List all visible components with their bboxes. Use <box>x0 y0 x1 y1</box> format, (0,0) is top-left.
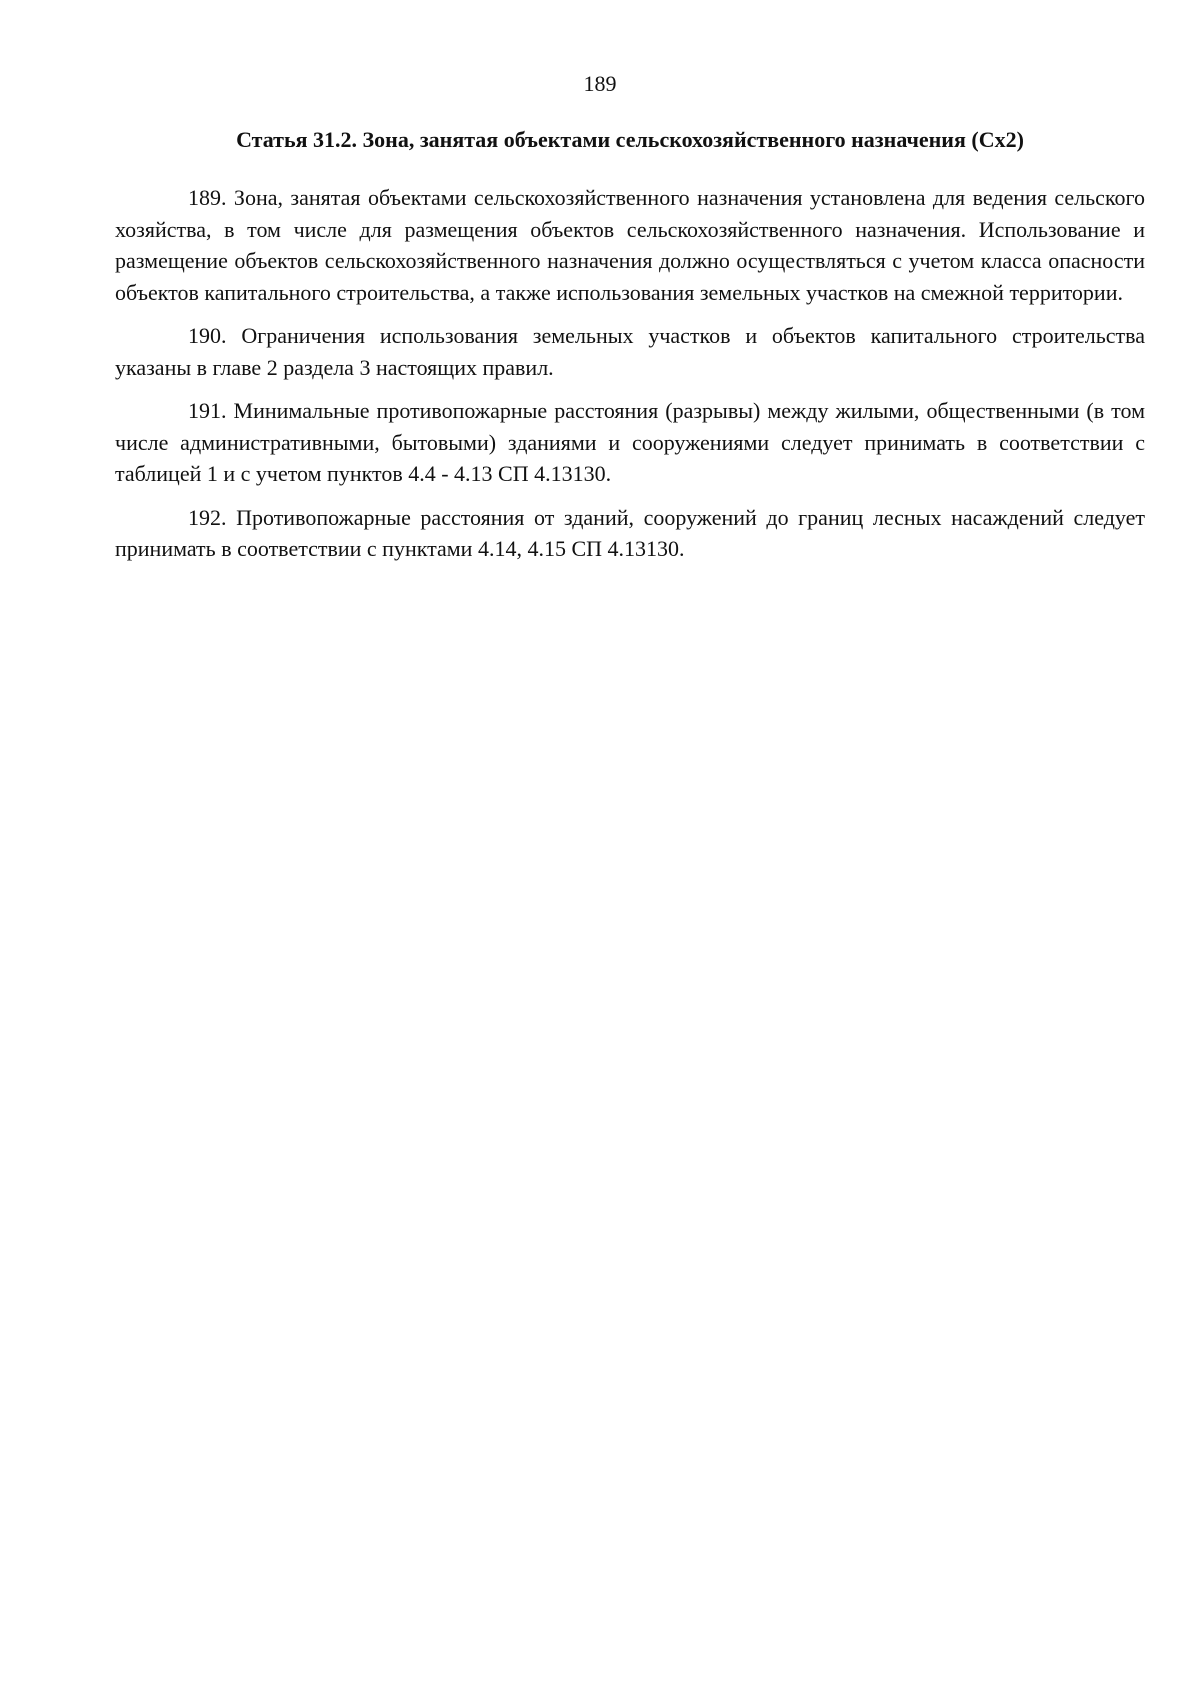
paragraph-191: 191. Минимальные противопожарные расстояния (разрывы) между жилыми, общественными (в том числе административными, бытовыми) зданиями и сооружениями следует принимать в соответствии с таблицей 1 и с учетом пунктов 4.4 - 4.13 СП 4.13130. <box>115 398 1145 486</box>
article-title: Статья 31.2. Зона, занятая объектами сельскохозяйственного назначения (Сх2) <box>236 127 1024 152</box>
paragraph-192: 192. Противопожарные расстояния от зданий, сооружений до границ лесных насаждений следует принимать в соответствии с пунктами 4.14, 4.15 СП 4.13130. <box>115 504 1145 561</box>
page-number: 189 <box>583 71 617 96</box>
article-body <box>115 182 1145 577</box>
paragraph-189: 189. Зона, занятая объектами сельскохозяйственного назначения установлена для ведения сельского хозяйства, в том числе для размещения объектов сельскохозяйственного назначения. Использование и размещение объектов сельскохозяйственного назначения должно осуществляться с учетом класса опасности объектов капитального строительства, а также использования земельных участков на смежной территории. <box>115 185 1145 305</box>
paragraph-190: 190. Ограничения использования земельных участков и объектов капитального строительства указаны в главе 2 раздела 3 настоящих правил. <box>115 323 1145 380</box>
